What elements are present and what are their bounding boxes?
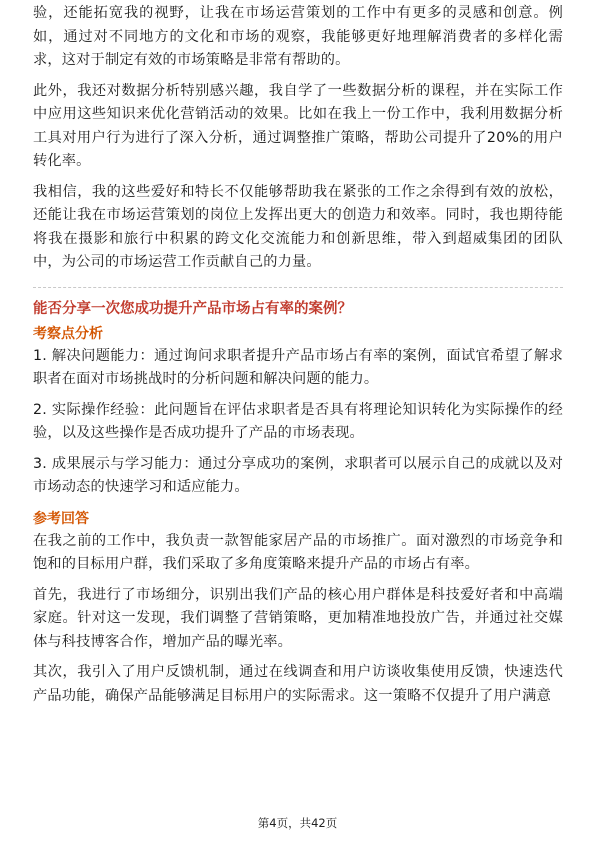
document-page [33,0,563,708]
analysis-item: 2. 实际操作经验：此问题旨在评估求职者是否具有将理论知识转化为实际操作的经验，以及这些操作是否成功提升了产品的市场表现。 [33,401,563,441]
intro-paragraph: 验，还能拓宽我的视野，让我在市场运营策划的工作中有更多的灵感和创意。例如，通过对不同地方的文化和市场的观察，我能够更好地理解消费者的多样化需求，这对于制定有效的市场策略是非常有帮助的。 [33,5,563,68]
page-number: 第4页，共42页 [257,816,338,830]
analysis-item: 3. 成果展示与学习能力：通过分享成功的案例，求职者可以展示自己的成就以及对市场动态的快速学习和适应能力。 [33,455,563,495]
analysis-item: 1. 解决问题能力：通过询问求职者提升产品市场占有率的案例，面试官希望了解求职者在面对市场挑战时的分析问题和解决问题的能力。 [33,347,563,387]
answer-paragraph: 其次，我引入了用户反馈机制，通过在线调查和用户访谈收集使用反馈，快速迭代产品功能，确保产品能够满足目标用户的实际需求。这一策略不仅提升了用户满意 [33,664,563,704]
intro-section [33,2,563,275]
answer-body [33,530,563,709]
analysis-list [33,345,563,500]
analysis-title: 考察点分析 [33,325,103,342]
question-heading: 能否分享一次您成功提升产品市场占有率的案例？ [33,300,352,317]
answer-paragraph: 首先，我进行了市场细分，识别出我们产品的核心用户群体是科技爱好者和中高端家庭。针对这一发现，我们调整了营销策略，更加精准地投放广告，并通过社交媒体与科技博客合作，增加产品的曝光率。 [33,586,563,650]
answer-title: 参考回答 [33,510,89,527]
intro-paragraph: 我相信，我的这些爱好和特长不仅能够帮助我在紧张的工作之余得到有效的放松，还能让我在市场运营策划的岗位上发挥出更大的创造力和效率。同时，我也期待能将我在摄影和旅行中积累的跨文化交流能力和创新思维，带入到超威集团的团队中，为公司的市场运营工作贡献自己的力量。 [33,183,563,270]
answer-paragraph: 在我之前的工作中，我负责一款智能家居产品的市场推广。面对激烈的市场竞争和饱和的目标用户群，我们采取了多角度策略来提升产品的市场占有率。 [33,532,563,572]
intro-paragraph: 此外，我还对数据分析特别感兴趣，我自学了一些数据分析的课程，并在实际工作中应用这些知识来优化营销活动的效果。比如在我上一份工作中，我利用数据分析工具对用户行为进行了深入分析，通过调整推广策略，帮助公司提升了20%的用户转化率。 [33,82,563,169]
section-divider [33,287,563,288]
